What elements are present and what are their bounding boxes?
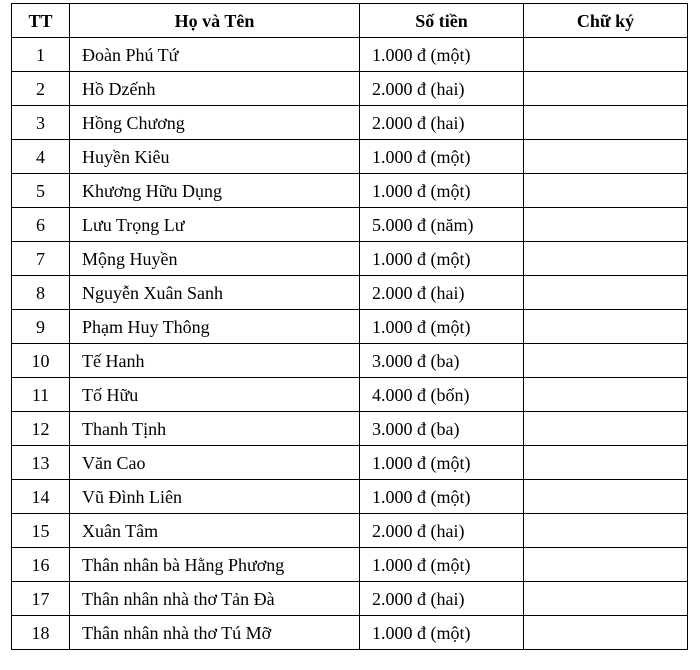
table-row: [12, 242, 688, 276]
row-number-cell: 1: [12, 38, 70, 72]
name-cell: Tố Hữu: [70, 378, 360, 412]
name-cell: Nguyễn Xuân Sanh: [70, 276, 360, 310]
signature-cell: [524, 480, 688, 514]
table-row: [12, 548, 688, 582]
name-cell: Thân nhân nhà thơ Tú Mỡ: [70, 616, 360, 650]
signature-cell: [524, 208, 688, 242]
name-cell: Thanh Tịnh: [70, 412, 360, 446]
signature-cell: [524, 616, 688, 650]
header-name: Họ và Tên: [70, 4, 360, 38]
name-cell: Vũ Đình Liên: [70, 480, 360, 514]
row-number-cell: 12: [12, 412, 70, 446]
header-no: TT: [12, 4, 70, 38]
table-row: [12, 106, 688, 140]
amount-cell: 3.000 đ (ba): [360, 344, 524, 378]
header-amount: Số tiền: [360, 4, 524, 38]
header-row: [12, 4, 688, 38]
signature-cell: [524, 242, 688, 276]
signature-cell: [524, 514, 688, 548]
row-number-cell: 3: [12, 106, 70, 140]
amount-cell: 2.000 đ (hai): [360, 72, 524, 106]
name-cell: Thân nhân nhà thơ Tản Đà: [70, 582, 360, 616]
signature-cell: [524, 106, 688, 140]
name-cell: Xuân Tâm: [70, 514, 360, 548]
row-number-cell: 13: [12, 446, 70, 480]
table-row: [12, 72, 688, 106]
amount-cell: 5.000 đ (năm): [360, 208, 524, 242]
row-number-cell: 14: [12, 480, 70, 514]
amount-cell: 3.000 đ (ba): [360, 412, 524, 446]
signature-cell: [524, 548, 688, 582]
row-number-cell: 4: [12, 140, 70, 174]
row-number-cell: 10: [12, 344, 70, 378]
name-cell: Đoàn Phú Tứ: [70, 38, 360, 72]
amount-cell: 4.000 đ (bốn): [360, 378, 524, 412]
name-cell: Văn Cao: [70, 446, 360, 480]
name-cell: Tế Hanh: [70, 344, 360, 378]
row-number-cell: 18: [12, 616, 70, 650]
amount-cell: 2.000 đ (hai): [360, 276, 524, 310]
name-cell: Hồ Dzếnh: [70, 72, 360, 106]
amount-cell: 1.000 đ (một): [360, 616, 524, 650]
table-row: [12, 616, 688, 650]
table-header: [12, 4, 688, 38]
table-row: [12, 344, 688, 378]
table-body: [12, 38, 688, 650]
amount-cell: 1.000 đ (một): [360, 38, 524, 72]
amount-cell: 1.000 đ (một): [360, 548, 524, 582]
signature-cell: [524, 140, 688, 174]
row-number-cell: 5: [12, 174, 70, 208]
row-number-cell: 15: [12, 514, 70, 548]
signature-cell: [524, 38, 688, 72]
amount-cell: 1.000 đ (một): [360, 174, 524, 208]
table-row: [12, 310, 688, 344]
signature-cell: [524, 174, 688, 208]
signature-cell: [524, 582, 688, 616]
amount-cell: 2.000 đ (hai): [360, 106, 524, 140]
name-cell: Mộng Huyền: [70, 242, 360, 276]
row-number-cell: 9: [12, 310, 70, 344]
signature-cell: [524, 72, 688, 106]
payment-roster-table: [11, 3, 688, 650]
table-row: [12, 140, 688, 174]
signature-cell: [524, 310, 688, 344]
name-cell: Phạm Huy Thông: [70, 310, 360, 344]
table-row: [12, 446, 688, 480]
amount-cell: 1.000 đ (một): [360, 480, 524, 514]
table-row: [12, 514, 688, 548]
signature-cell: [524, 344, 688, 378]
signature-cell: [524, 446, 688, 480]
table-row: [12, 208, 688, 242]
amount-cell: 1.000 đ (một): [360, 140, 524, 174]
row-number-cell: 7: [12, 242, 70, 276]
table-row: [12, 38, 688, 72]
name-cell: Lưu Trọng Lư: [70, 208, 360, 242]
table-row: [12, 174, 688, 208]
amount-cell: 2.000 đ (hai): [360, 514, 524, 548]
row-number-cell: 11: [12, 378, 70, 412]
amount-cell: 1.000 đ (một): [360, 310, 524, 344]
amount-cell: 2.000 đ (hai): [360, 582, 524, 616]
signature-cell: [524, 412, 688, 446]
signature-cell: [524, 378, 688, 412]
name-cell: Huyền Kiêu: [70, 140, 360, 174]
row-number-cell: 17: [12, 582, 70, 616]
table-row: [12, 480, 688, 514]
name-cell: Hồng Chương: [70, 106, 360, 140]
header-signature: Chữ ký: [524, 4, 688, 38]
table-row: [12, 412, 688, 446]
amount-cell: 1.000 đ (một): [360, 242, 524, 276]
name-cell: Thân nhân bà Hằng Phương: [70, 548, 360, 582]
table-row: [12, 276, 688, 310]
row-number-cell: 16: [12, 548, 70, 582]
table-row: [12, 582, 688, 616]
amount-cell: 1.000 đ (một): [360, 446, 524, 480]
row-number-cell: 8: [12, 276, 70, 310]
signature-cell: [524, 276, 688, 310]
name-cell: Khương Hữu Dụng: [70, 174, 360, 208]
row-number-cell: 6: [12, 208, 70, 242]
row-number-cell: 2: [12, 72, 70, 106]
table-row: [12, 378, 688, 412]
